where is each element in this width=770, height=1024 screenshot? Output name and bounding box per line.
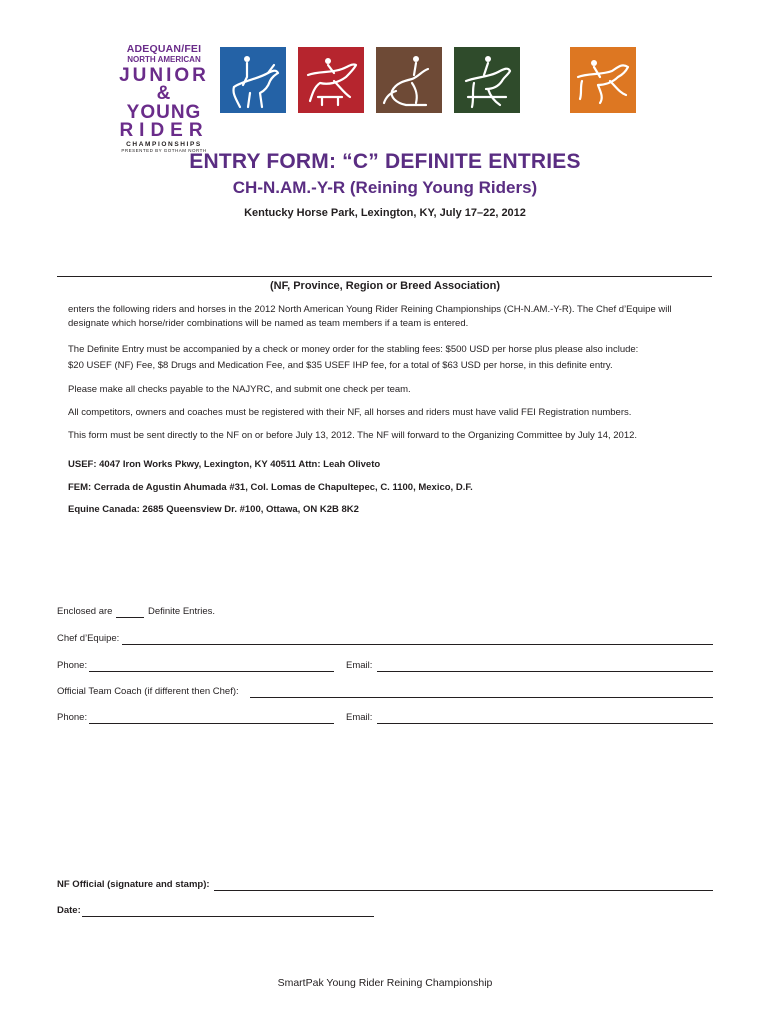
page-subtitle: CH-N.AM.-Y-R (Reining Young Riders) — [232, 178, 538, 197]
logo-line-3: JUNIOR — [119, 64, 209, 86]
address-canada: Equine Canada: 2685 Queensview Dr. #100, Ottawa, ON K2B 8K2 — [68, 504, 359, 515]
paragraph-fees-1: The Definite Entry must be accompanied by a check or money order for the stabling fees: $500 USD per horse plus please also include: — [68, 344, 639, 355]
logo-line-2: NORTH AMERICAN — [127, 54, 201, 64]
nf-line[interactable] — [57, 276, 712, 277]
reining-horse-icon — [376, 47, 442, 113]
jumping-horse-icon — [298, 47, 364, 113]
date-label: Date: — [57, 905, 81, 916]
enclosed-count-field[interactable] — [116, 617, 144, 618]
dressage-horse-icon — [220, 47, 286, 113]
paragraph-fees-2: $20 USEF (NF) Fee, $8 Drugs and Medication Fee, and $35 USEF IHP fee, for a total of $63 USD per horse, in this definite entry. — [68, 360, 613, 371]
logo-line-7: PRESENTED BY GOTHAM NORTH — [121, 148, 207, 153]
page-title: ENTRY FORM: “C” DEFINITE ENTRIES — [189, 150, 581, 173]
paragraph-deadline: This form must be sent directly to the NF on or before July 13, 2012. The NF will forward to the Organizing Committee by July 14, 2012. — [68, 430, 638, 441]
phone-field-2[interactable] — [89, 723, 334, 724]
paragraph-entries: enters the following riders and horses in the 2012 North American Young Rider Reining Championships (CH-N.AM.-Y-R). The Chef d’Equipe will designate which horse/rider combinations will be named as team members if a team is entered. — [68, 304, 672, 329]
championship-logo — [118, 44, 210, 154]
logo-line-4: & YOUNG — [126, 82, 202, 123]
nf-label: (NF, Province, Region or Breed Association) — [269, 280, 501, 292]
footer-text: SmartPak Young Rider Reining Championship — [277, 977, 493, 989]
logo-line-6: CHAMPIONSHIPS — [126, 140, 202, 148]
chef-label: Chef d’Equipe: — [57, 633, 120, 644]
logo-line-1: ADEQUAN/FEI — [126, 43, 202, 55]
enclosed-suffix: Definite Entries. — [148, 606, 216, 617]
date-field[interactable] — [82, 916, 374, 917]
paragraph-checks: Please make all checks payable to the NAJYRC, and submit one check per team. — [68, 384, 411, 395]
endurance-horse-icon — [570, 47, 636, 113]
enclosed-prefix: Enclosed are — [57, 606, 113, 617]
coach-field[interactable] — [250, 697, 713, 698]
email-field-2[interactable] — [377, 723, 713, 724]
email-label-2: Email: — [346, 712, 373, 723]
eventing-horse-icon — [454, 47, 520, 113]
phone-field-1[interactable] — [89, 671, 334, 672]
email-field-1[interactable] — [377, 671, 713, 672]
phone-label-2: Phone: — [57, 712, 88, 723]
tile-bg — [570, 47, 636, 113]
nf-official-label: NF Official (signature and stamp): — [57, 879, 210, 890]
phone-label-1: Phone: — [57, 660, 88, 671]
chef-field[interactable] — [122, 644, 713, 645]
address-fem: FEM: Cerrada de Agustin Ahumada #31, Col. Lomas de Chapultepec, C. 1100, Mexico, D.F. — [68, 482, 473, 493]
email-label-1: Email: — [346, 660, 373, 671]
coach-label: Official Team Coach (if different then Chef): — [57, 686, 239, 697]
nf-official-signature-field[interactable] — [214, 890, 713, 891]
logo-line-5: RIDER — [119, 119, 209, 141]
event-location: Kentucky Horse Park, Lexington, KY, July 17–22, 2012 — [244, 207, 526, 219]
tile-bg — [298, 47, 364, 113]
paragraph-registration: All competitors, owners and coaches must be registered with their NF, all horses and riders must have valid FEI Registration numbers. — [68, 407, 632, 418]
address-usef: USEF: 4047 Iron Works Pkwy, Lexington, KY 40511 Attn: Leah Oliveto — [68, 459, 381, 470]
